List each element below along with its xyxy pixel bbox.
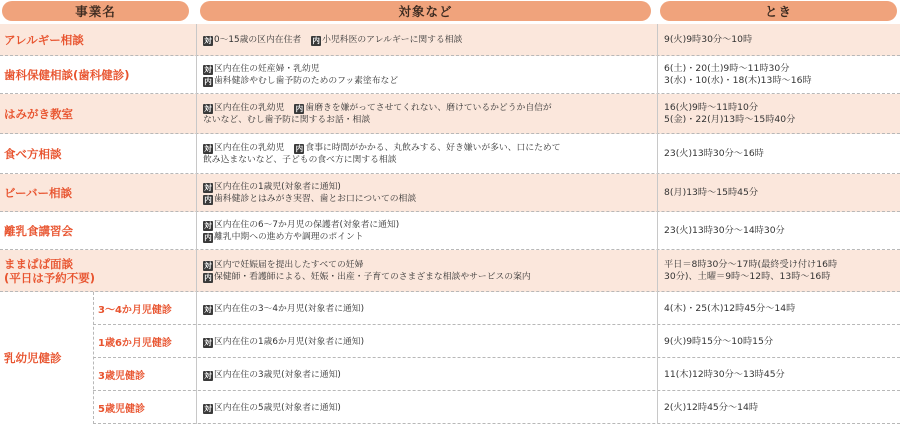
target-text: 0～15歳の区内在住者 xyxy=(214,35,302,45)
target-cell xyxy=(203,292,653,325)
time-line: 5(金)・22(月)13時～15時40分 xyxy=(664,114,796,125)
target-text: 区内で妊娠届を提出したすべての妊婦 xyxy=(214,260,364,270)
content-badge: 内 xyxy=(295,144,304,153)
target-badge: 対 xyxy=(204,104,212,113)
target-badge: 対 xyxy=(204,144,212,153)
target-text: 区内在住の5歳児(対象者に通知) xyxy=(214,402,341,413)
column-divider xyxy=(657,24,658,424)
checkup-label: 3歳児健診 xyxy=(98,371,145,382)
target-badge: 対 xyxy=(204,337,212,347)
time-line: 2(火)12時45分～14時 xyxy=(664,401,759,413)
content-badge: 内 xyxy=(204,273,212,282)
service-name: はみがき教室 xyxy=(4,107,73,121)
time-line: 16(火)9時～11時10分 xyxy=(664,102,759,113)
target-cell xyxy=(203,24,653,56)
service-name: ビーバー相談 xyxy=(4,186,72,200)
content-text: 歯磨きを嫌がってさせてくれない、磨けているかどうか自信が xyxy=(305,103,552,113)
content-badge: 内 xyxy=(204,77,212,86)
checkup-group xyxy=(0,292,900,424)
table-row xyxy=(0,292,900,325)
table-row xyxy=(0,134,900,174)
content-badge: 内 xyxy=(312,36,320,45)
time-cell xyxy=(664,212,898,250)
time-cell xyxy=(664,56,898,94)
time-line: 8(月)13時～15時45分 xyxy=(664,187,759,198)
time-cell xyxy=(664,134,898,174)
content-text: 食事に時間がかかる、丸飲みする、好き嫌いが多い、口にためて xyxy=(305,143,561,153)
time-line: 平日＝8時30分～17時(最終受け付け16時 xyxy=(664,259,838,270)
time-line: 30分)、土曜＝9時～12時、13時～16時 xyxy=(664,271,831,282)
table-row xyxy=(0,24,900,56)
target-cell xyxy=(203,358,653,391)
content-text-continued: 飲み込まないなど、子どもの食べ方に関する相談 xyxy=(203,155,397,165)
time-cell xyxy=(664,292,898,325)
table-row xyxy=(0,325,900,358)
target-text: 区内在住の乳幼児 xyxy=(214,143,285,153)
target-text: 区内在住の1歳児(対象者に通知) xyxy=(214,182,341,192)
service-name: アレルギー相談 xyxy=(4,33,84,47)
time-cell xyxy=(664,94,898,134)
checkup-label: 5歳児健診 xyxy=(98,404,145,415)
checkup-label: 1歳6か月児健診 xyxy=(98,338,172,349)
table-row xyxy=(0,174,900,212)
time-cell xyxy=(664,174,898,212)
table-row xyxy=(0,391,900,424)
target-text: 区内在住の3～4か月児(対象者に通知) xyxy=(214,303,365,314)
time-cell xyxy=(664,24,898,56)
target-cell xyxy=(203,94,653,134)
target-text: 区内在住の妊産婦・乳幼児 xyxy=(214,64,320,74)
target-cell xyxy=(203,174,653,212)
time-cell xyxy=(664,250,898,292)
checkup-label: 3～4か月児健診 xyxy=(98,305,172,316)
target-text: 区内在住の6～7か月児の保護者(対象者に通知) xyxy=(214,220,400,230)
checkup-group-name: 乳幼児健診 xyxy=(4,351,62,365)
target-badge: 対 xyxy=(204,370,212,380)
service-name xyxy=(4,250,194,292)
table-row xyxy=(0,56,900,94)
target-cell xyxy=(203,391,653,424)
content-text: 離乳中期への進め方や調理のポイント xyxy=(214,232,364,242)
table-row xyxy=(0,94,900,134)
content-text: 保健師・看護師による、妊娠・出産・子育てのさまざまな相談やサービスの案内 xyxy=(214,272,531,282)
header-time: とき xyxy=(660,1,897,21)
column-divider xyxy=(196,24,197,424)
time-line: 23(火)13時30分～16時 xyxy=(664,148,764,159)
table-row xyxy=(0,212,900,250)
service-name-line2: (平日は予約不要) xyxy=(4,271,96,285)
time-line: 11(木)12時30分～13時45分 xyxy=(664,368,785,380)
time-line: 3(水)・10(水)・18(木)13時～16時 xyxy=(664,75,812,86)
content-badge: 内 xyxy=(295,104,304,113)
target-badge: 対 xyxy=(204,183,212,192)
target-cell xyxy=(203,325,653,358)
service-name: 食べ方相談 xyxy=(4,147,62,161)
service-name-line1: ままぱぱ面談 xyxy=(4,257,73,271)
header-service-name: 事業名 xyxy=(2,1,189,21)
content-text: 歯科健診とはみがき実習、歯とお口についての相談 xyxy=(214,194,417,204)
target-cell xyxy=(203,56,653,94)
target-text: 区内在住の乳幼児 xyxy=(214,103,285,113)
header-target: 対象など xyxy=(200,1,651,21)
content-text: 歯科健診やむし歯予防のためのフッ素塗布など xyxy=(214,76,399,86)
content-text-continued: ないなど、むし歯予防に関するお話・相談 xyxy=(203,115,371,125)
table-row xyxy=(0,250,900,292)
content-badge: 内 xyxy=(204,233,212,242)
time-line: 6(土)・20(土)9時～11時30分 xyxy=(664,63,790,74)
target-cell xyxy=(203,212,653,250)
service-name: 離乳食講習会 xyxy=(4,224,73,238)
target-cell xyxy=(203,250,653,292)
content-text: 小児科医のアレルギーに関する相談 xyxy=(322,35,463,45)
time-line: 9(火)9時30分～10時 xyxy=(664,34,753,45)
table-row xyxy=(0,358,900,391)
target-badge: 対 xyxy=(204,65,212,74)
target-badge: 対 xyxy=(204,221,212,230)
time-line: 4(木)・25(木)12時45分～14時 xyxy=(664,302,796,314)
target-badge: 対 xyxy=(204,36,212,45)
target-badge: 対 xyxy=(204,261,212,270)
target-badge: 対 xyxy=(204,403,212,413)
target-text: 区内在住の1歳6か月児(対象者に通知) xyxy=(214,336,365,347)
target-badge: 対 xyxy=(204,304,212,314)
time-cell xyxy=(664,358,898,391)
time-line: 9(火)9時15分～10時15分 xyxy=(664,335,774,347)
time-cell xyxy=(664,325,898,358)
target-cell xyxy=(203,134,653,174)
target-text: 区内在住の3歳児(対象者に通知) xyxy=(214,369,341,380)
content-badge: 内 xyxy=(204,195,212,204)
time-line: 23(火)13時30分～14時30分 xyxy=(664,225,785,236)
time-cell xyxy=(664,391,898,424)
service-name: 歯科保健相談(歯科健診) xyxy=(4,68,130,82)
